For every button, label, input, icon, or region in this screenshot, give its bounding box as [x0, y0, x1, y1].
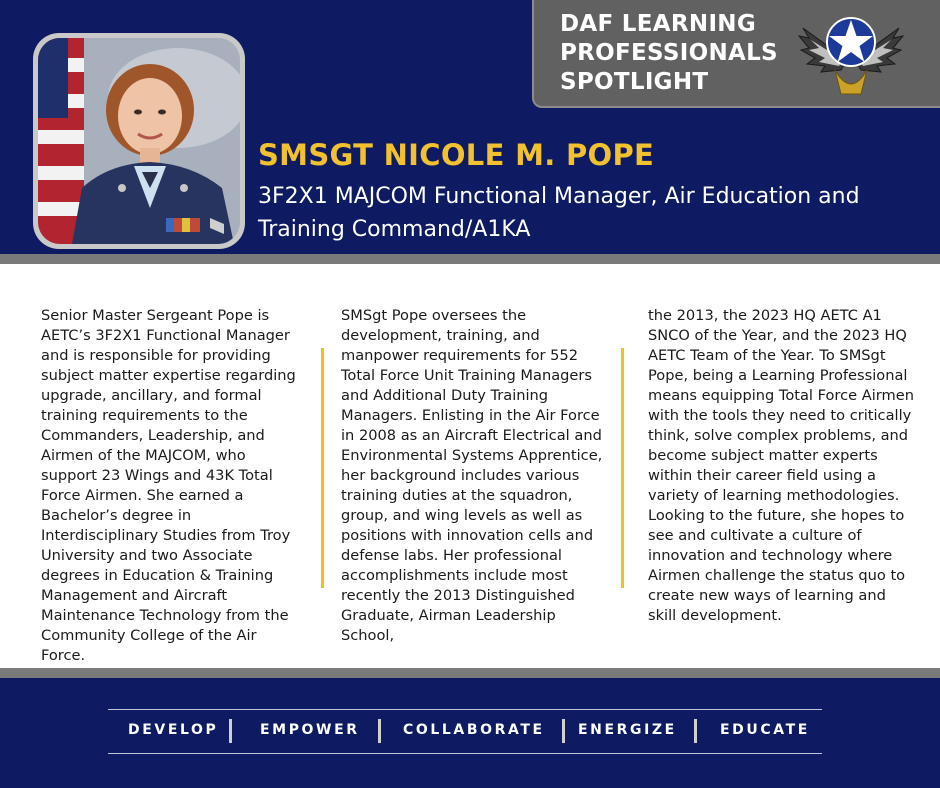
- value-separator: [694, 719, 697, 743]
- value-separator: [229, 719, 232, 743]
- value-collaborate: COLLABORATE: [403, 722, 545, 738]
- header-divider-band: [0, 254, 940, 264]
- footer-divider-band: [0, 668, 940, 678]
- spotlight-title-line-2: PROFESSIONALS: [560, 40, 778, 66]
- winged-star-emblem-icon: [795, 8, 907, 98]
- column-divider-1: [321, 348, 324, 588]
- column-divider-2: [621, 348, 624, 588]
- spotlight-title-line-1: DAF LEARNING: [560, 11, 757, 37]
- footer-top-rule: [108, 709, 822, 710]
- value-energize: ENERGIZE: [578, 722, 677, 738]
- portrait-photo: [38, 38, 240, 244]
- footer-bottom-rule: [108, 753, 822, 754]
- value-educate: EDUCATE: [720, 722, 810, 738]
- value-separator: [562, 719, 565, 743]
- bio-column-3: the 2013, the 2023 HQ AETC A1 SNCO of the Year, and the 2023 HQ AETC Team of the Year. To SMSgt Pope, being a Learning Professional means equipping Total Force Airmen with the tools they need to critically think, solve complex problems, and become subject matter experts within their career field using a variety of learning methodologies. Looking to the future, she hopes to see and cultivate a culture of innovation and technology where Airmen challenge the status quo to create new ways of learning and skill development.: [648, 307, 914, 624]
- bio-column-1: Senior Master Sergeant Pope is AETC’s 3F2X1 Functional Manager and is responsible for providing subject matter expertise regarding upgrade, ancillary, and formal training requirements to the Commanders, Leadership, and Airmen of the MAJCOM, who support 23 Wings and 43K Total Force Airmen. She earned a Bachelor’s degree in Interdisciplinary Studies from Troy University and two Associate degrees in Education & Training Management and Aircraft Maintenance Technology from the Community College of the Air Force.: [41, 307, 296, 664]
- spotlight-title-line-3: SPOTLIGHT: [560, 69, 709, 95]
- value-develop: DEVELOP: [128, 722, 219, 738]
- portrait-illustration: [38, 38, 240, 244]
- value-separator: [378, 719, 381, 743]
- person-role: 3F2X1 MAJCOM Functional Manager, Air Education and Training Command/A1KA: [258, 184, 860, 242]
- bio-column-2: SMSgt Pope oversees the development, training, and manpower requirements for 552 Total Force Unit Training Managers and Additional Duty Training Managers. Enlisting in the Air Force in 2008 as an Aircraft Electrical and Environmental Systems Apprentice, her background includes various training duties at the squadron, group, and wing levels as well as positions with innovation cells and defense labs. Her professional accomplishments include most recently the 2013 Distinguished Graduate, Airman Leadership School,: [341, 307, 603, 644]
- portrait-frame: [33, 33, 245, 249]
- spotlight-title: [560, 10, 790, 97]
- value-empower: EMPOWER: [260, 722, 360, 738]
- person-name: SMSGT NICOLE M. POPE: [258, 138, 655, 172]
